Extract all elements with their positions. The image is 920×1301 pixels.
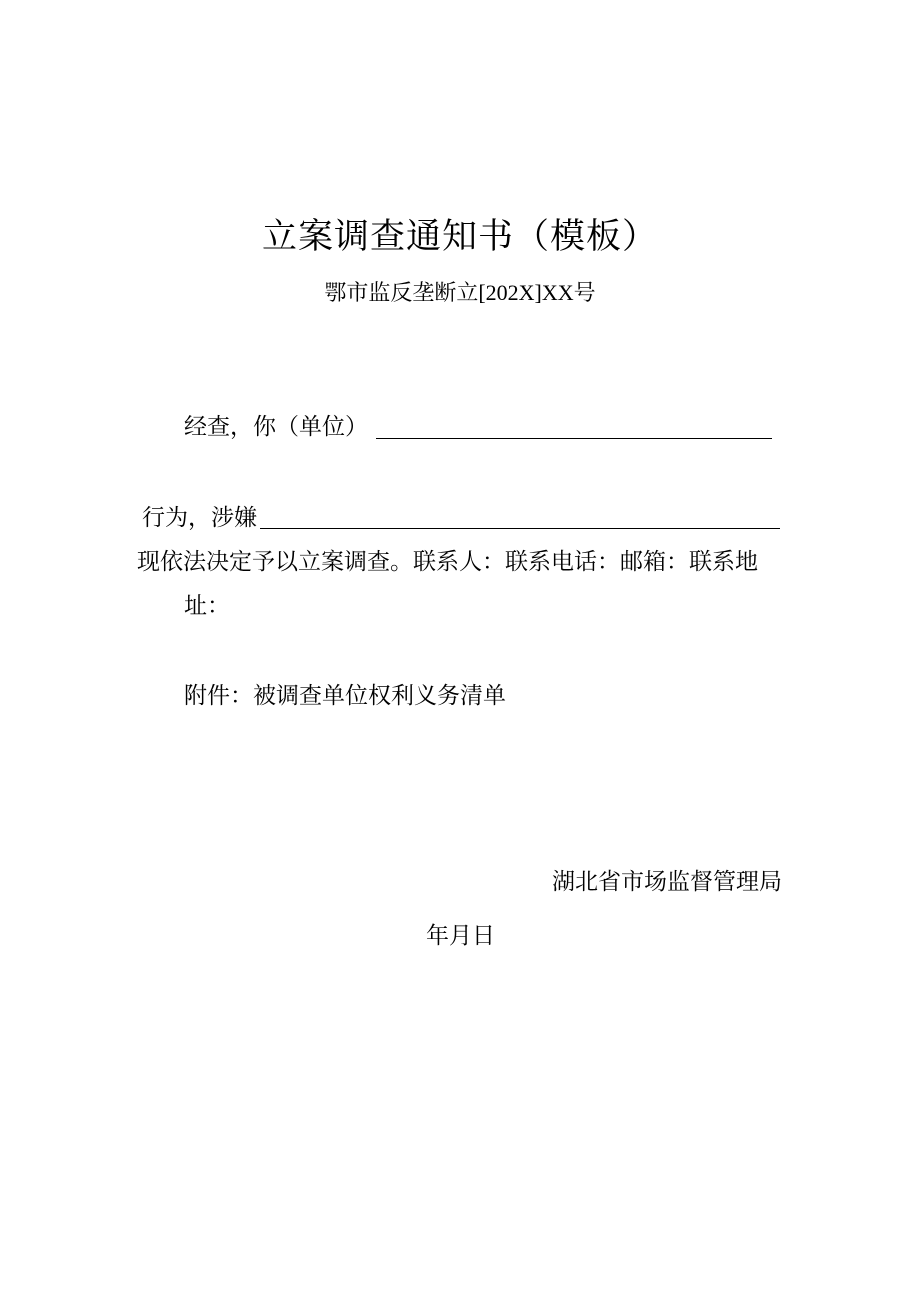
attachment-note: 附件：被调查单位权利义务清单: [184, 683, 506, 709]
body-line-1-label: 经查，你（单位）: [184, 414, 368, 440]
suspected-violation-blank: [260, 528, 780, 529]
body-line-3: 现依法决定予以立案调查。联系人：联系电话：邮箱：联系地: [137, 549, 758, 575]
document-number-prefix: 鄂市监反垄断立: [324, 281, 479, 306]
document-number-suffix: 号: [573, 281, 596, 306]
body-line-2-label: 行为，涉嫌: [142, 505, 257, 531]
document-number: [0, 278, 920, 309]
document-number-code: [202X]XX: [478, 280, 574, 305]
body-line-4: 址：: [184, 593, 230, 619]
issuing-authority: 湖北省市场监督管理局: [552, 869, 782, 895]
entity-name-blank: [376, 438, 772, 439]
issue-date: 年月日: [426, 923, 495, 949]
document-title: 立案调查通知书（模板）: [261, 217, 658, 257]
